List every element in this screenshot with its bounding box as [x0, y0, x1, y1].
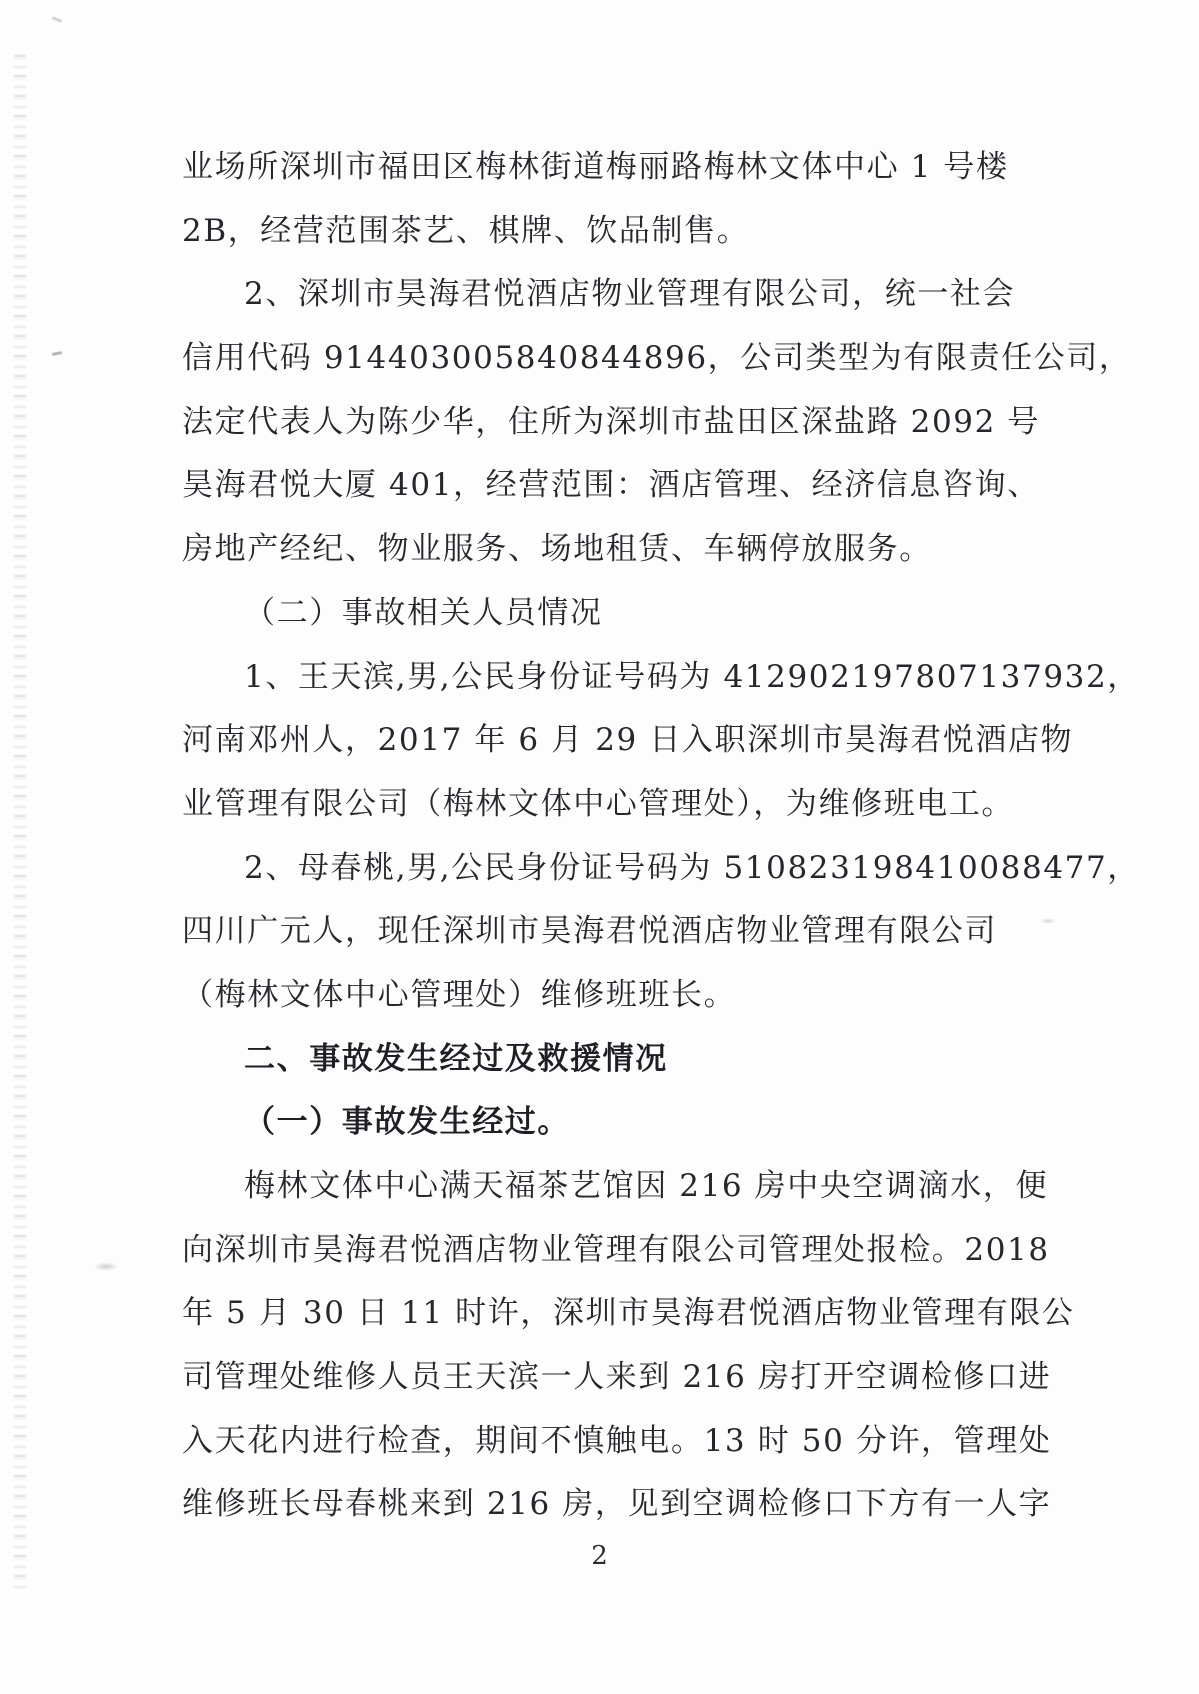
text-line: 年 5 月 30 日 11 时许，深圳市昊海君悦酒店物业管理有限公 — [182, 1295, 1075, 1332]
text-line: 梅林文体中心满天福茶艺馆因 216 房中央空调滴水，便 — [244, 1168, 1049, 1204]
section-heading: 二、事故发生经过及救援情况 — [244, 1040, 668, 1077]
text-line: 2、母春桃,男,公民身份证号码为 510823198410088477， — [244, 849, 1140, 886]
text-line: 入天花内进行检查，期间不慎触电。13 时 50 分许，管理处 — [182, 1422, 1052, 1459]
text-line: 向深圳市昊海君悦酒店物业管理有限公司管理处报检。2018 — [182, 1231, 1050, 1268]
text-line: 四川广元人，现任深圳市昊海君悦酒店物业管理有限公司 — [182, 913, 997, 950]
page-number: 2 — [591, 1541, 608, 1571]
scan-speck-dash — [52, 351, 62, 356]
text-line: 2B，经营范围茶艺、棋牌、饮品制售。 — [182, 212, 750, 249]
scan-speck-dot — [1040, 918, 1056, 924]
section-heading: （一）事故发生经过。 — [244, 1104, 570, 1141]
text-line: 房地产经纪、物业服务、场地租赁、车辆停放服务。 — [182, 531, 932, 568]
text-line: 1、王天滨,男,公民身份证号码为 412902197807137932， — [244, 658, 1140, 695]
text-line: （梅林文体中心管理处）维修班班长。 — [182, 976, 737, 1013]
scan-smudge — [94, 1262, 118, 1271]
text-line: 2、深圳市昊海君悦酒店物业管理有限公司，统一社会 — [244, 276, 1016, 313]
text-line: 昊海君悦大厦 401，经营范围：酒店管理、经济信息咨询、 — [182, 467, 1040, 504]
text-line: （二）事故相关人员情况 — [244, 594, 603, 631]
text-line: 河南邓州人，2017 年 6 月 29 日入职深圳市昊海君悦酒店物 — [182, 722, 1074, 759]
text-line: 信用代码 914403005840844896，公司类型为有限责任公司， — [182, 340, 1132, 377]
text-line: 业管理有限公司（梅林文体中心管理处），为维修班电工。 — [182, 785, 1015, 822]
text-line: 法定代表人为陈少华，住所为深圳市盐田区深盐路 2092 号 — [182, 403, 1040, 440]
text-line: 业场所深圳市福田区梅林街道梅丽路梅林文体中心 1 号楼 — [182, 149, 1009, 185]
scan-noise-stripe — [14, 55, 26, 1590]
text-line: 维修班长母春桃来到 216 房，见到空调检修口下方有一人字 — [182, 1486, 1052, 1523]
scan-speck-tick — [52, 16, 62, 23]
text-line: 司管理处维修人员王天滨一人来到 216 房打开空调检修口进 — [182, 1359, 1052, 1396]
document-body — [182, 136, 1140, 1537]
